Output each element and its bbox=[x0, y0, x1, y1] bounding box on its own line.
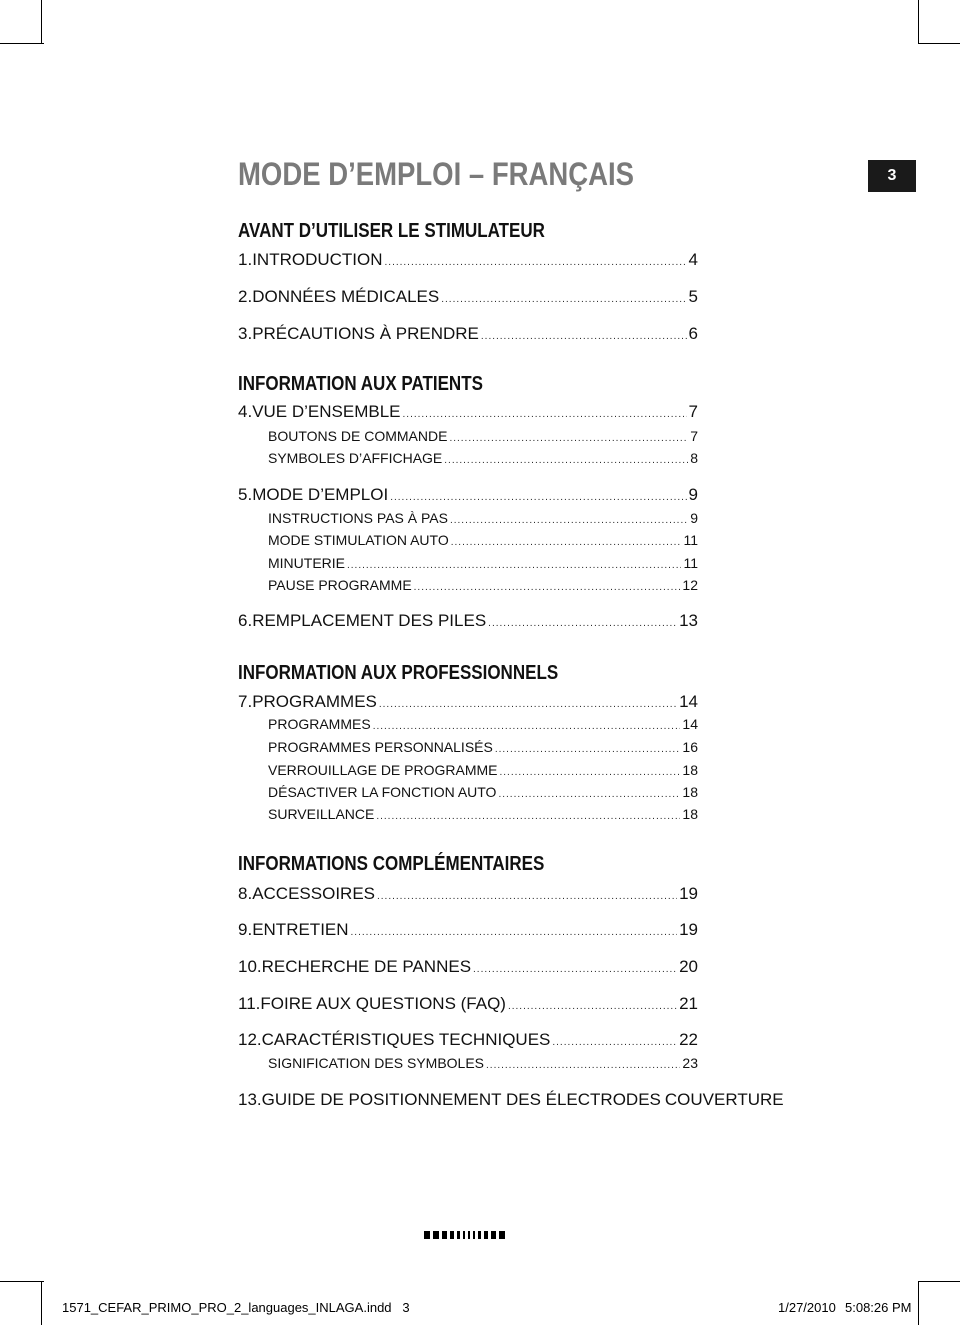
toc-entry-label: BOUTONS DE COMMANDE bbox=[268, 428, 448, 444]
section-heading: AVANT D’UTILISER LE STIMULATEUR bbox=[238, 220, 545, 242]
toc-entry-page: 7 bbox=[688, 402, 698, 421]
toc-entry-page: 19 bbox=[679, 884, 698, 903]
section-heading: INFORMATIONS COMPLÉMENTAIRES bbox=[238, 853, 545, 875]
toc-entry-page: 13 bbox=[679, 611, 698, 630]
toc-entry[interactable] bbox=[238, 1055, 698, 1071]
toc-entry-label: ENTRETIEN bbox=[252, 920, 349, 939]
toc-entry[interactable] bbox=[238, 739, 698, 755]
dot-leader bbox=[552, 1037, 677, 1048]
footer-filename: 1571_CEFAR_PRIMO_PRO_2_languages_INLAGA.indd 3 bbox=[62, 1300, 410, 1315]
dot-leader bbox=[451, 537, 682, 548]
toc-entry-number: 9. bbox=[238, 920, 253, 939]
toc-entry-label: FOIRE AUX QUESTIONS (FAQ) bbox=[260, 994, 506, 1013]
footer-date: 1/27/2010 bbox=[778, 1300, 836, 1315]
page-title: MODE D’EMPLOI – FRANÇAIS bbox=[238, 156, 635, 192]
page-number-badge: 3 bbox=[868, 160, 916, 192]
toc-entry-page: 9 bbox=[690, 510, 698, 526]
toc-entry-page: 8 bbox=[690, 450, 698, 466]
toc-entry-page: 11 bbox=[683, 555, 698, 571]
toc-entry[interactable] bbox=[238, 994, 698, 1014]
dot-leader bbox=[385, 257, 687, 268]
toc-entry[interactable] bbox=[238, 250, 698, 270]
crop-mark bbox=[918, 1281, 960, 1282]
toc-entry[interactable] bbox=[238, 485, 698, 505]
toc-entry-label: DONNÉES MÉDICALES bbox=[252, 287, 440, 306]
toc-entry[interactable] bbox=[238, 577, 698, 593]
toc-entry-page: 12 bbox=[682, 577, 698, 593]
toc-entry-label: ACCESSOIRES bbox=[252, 884, 375, 903]
toc-entry[interactable] bbox=[238, 428, 698, 444]
toc-entry[interactable] bbox=[238, 806, 698, 822]
toc-entry-page: 23 bbox=[682, 1055, 698, 1071]
dot-leader bbox=[347, 560, 681, 571]
toc-entry-label: INSTRUCTIONS PAS À PAS bbox=[268, 510, 448, 526]
section-heading: INFORMATION AUX PROFESSIONNELS bbox=[238, 662, 559, 684]
toc-entry-label: DÉSACTIVER LA FONCTION AUTO bbox=[268, 784, 497, 800]
toc-entry[interactable] bbox=[238, 402, 698, 422]
toc-entry-label: MINUTERIE bbox=[268, 555, 345, 571]
toc-entry-page: 6 bbox=[688, 324, 698, 343]
dot-leader bbox=[481, 331, 687, 342]
toc-entry[interactable] bbox=[238, 450, 698, 466]
crop-mark bbox=[0, 1281, 44, 1282]
toc-entry[interactable] bbox=[238, 884, 698, 904]
toc-entry-label: SIGNIFICATION DES SYMBOLES bbox=[268, 1055, 485, 1071]
toc-entry-page: 5 bbox=[688, 287, 698, 306]
crop-mark bbox=[918, 0, 919, 44]
dot-leader bbox=[377, 891, 677, 902]
toc-entry[interactable] bbox=[238, 324, 698, 344]
section-heading: INFORMATION AUX PATIENTS bbox=[238, 373, 483, 395]
toc-entry-number: 11. bbox=[238, 994, 261, 1013]
toc-entry-label: SURVEILLANCE bbox=[268, 806, 375, 822]
dot-leader bbox=[444, 455, 688, 466]
toc-entry-page: 18 bbox=[682, 784, 698, 800]
toc-entry-page: 22 bbox=[679, 1030, 698, 1049]
dot-leader bbox=[403, 409, 687, 420]
toc-entry[interactable] bbox=[238, 692, 698, 712]
toc-entry[interactable] bbox=[238, 784, 698, 800]
dot-leader bbox=[508, 1001, 677, 1012]
toc-entry-page: 16 bbox=[682, 739, 698, 755]
toc-entry[interactable] bbox=[238, 611, 698, 631]
toc-entry-label: VUE D’ENSEMBLE bbox=[252, 402, 401, 421]
toc-entry-page: 4 bbox=[688, 250, 698, 269]
toc-entry[interactable] bbox=[238, 555, 698, 571]
crop-mark bbox=[0, 43, 44, 44]
toc-entry-page: 14 bbox=[682, 716, 698, 732]
toc-entry[interactable] bbox=[238, 1090, 784, 1110]
toc-entry-number: 4. bbox=[238, 402, 253, 421]
footer-time: 5:08:26 PM bbox=[845, 1300, 912, 1315]
dot-leader bbox=[449, 433, 688, 444]
registration-bar bbox=[424, 1229, 505, 1239]
toc-entry-number: 5. bbox=[238, 485, 253, 504]
toc-entry-label: INTRODUCTION bbox=[252, 250, 383, 269]
dot-leader bbox=[473, 964, 677, 975]
toc-entry[interactable] bbox=[238, 532, 698, 548]
dot-leader bbox=[495, 744, 681, 755]
crop-mark bbox=[918, 43, 960, 44]
toc-entry-label: GUIDE DE POSITIONNEMENT DES ÉLECTRODES bbox=[261, 1090, 661, 1109]
dot-leader bbox=[351, 927, 678, 938]
toc-entry[interactable] bbox=[238, 716, 698, 732]
dot-leader bbox=[373, 721, 681, 732]
toc-entry-page: COUVERTURE bbox=[664, 1090, 784, 1109]
toc-entry-page: 9 bbox=[688, 485, 698, 504]
toc-entry-label: PRÉCAUTIONS À PRENDRE bbox=[252, 324, 479, 343]
toc-entry-page: 11 bbox=[683, 532, 698, 548]
dot-leader bbox=[450, 515, 688, 526]
toc-entry[interactable] bbox=[238, 957, 698, 977]
toc-entry-number: 12. bbox=[238, 1030, 262, 1049]
toc-entry-number: 10. bbox=[238, 957, 262, 976]
toc-entry-page: 7 bbox=[690, 428, 698, 444]
toc-entry-number: 7. bbox=[238, 692, 253, 711]
toc-entry-label: SYMBOLES D’AFFICHAGE bbox=[268, 450, 443, 466]
toc-entry-label: RECHERCHE DE PANNES bbox=[261, 957, 472, 976]
dot-leader bbox=[441, 294, 686, 305]
toc-entry[interactable] bbox=[238, 762, 698, 778]
toc-entry-label: CARACTÉRISTIQUES TECHNIQUES bbox=[261, 1030, 551, 1049]
dot-leader bbox=[500, 767, 681, 778]
toc-entry-number: 1. bbox=[238, 250, 253, 269]
toc-entry-label: VERROUILLAGE DE PROGRAMME bbox=[268, 762, 498, 778]
toc-entry[interactable] bbox=[238, 1030, 698, 1050]
dot-leader bbox=[376, 811, 680, 822]
toc-entry-label: PROGRAMMES bbox=[252, 692, 377, 711]
dot-leader bbox=[414, 582, 681, 593]
dot-leader bbox=[379, 699, 677, 710]
dot-leader bbox=[498, 789, 680, 800]
toc-entry-page: 18 bbox=[682, 806, 698, 822]
toc-entry-number: 3. bbox=[238, 324, 253, 343]
toc-entry[interactable] bbox=[238, 920, 698, 940]
toc-entry-number: 2. bbox=[238, 287, 253, 306]
toc-entry-page: 18 bbox=[682, 762, 698, 778]
toc-entry-page: 20 bbox=[679, 957, 698, 976]
crop-mark bbox=[41, 0, 42, 44]
toc-entry-label: MODE D’EMPLOI bbox=[252, 485, 389, 504]
dot-leader bbox=[486, 1060, 680, 1071]
toc-entry-page: 14 bbox=[679, 692, 698, 711]
toc-entry-number: 13. bbox=[238, 1090, 262, 1109]
toc-entry-label: PROGRAMMES bbox=[268, 716, 371, 732]
dot-leader bbox=[488, 618, 677, 629]
toc-entry-label: PROGRAMMES PERSONNALISÉS bbox=[268, 739, 493, 755]
toc-entry[interactable] bbox=[238, 510, 698, 526]
toc-entry-label: PAUSE PROGRAMME bbox=[268, 577, 412, 593]
toc-entry-number: 6. bbox=[238, 611, 253, 630]
toc-entry-label: REMPLACEMENT DES PILES bbox=[252, 611, 487, 630]
print-footer bbox=[40, 1300, 920, 1315]
toc-entry-label: MODE STIMULATION AUTO bbox=[268, 532, 449, 548]
toc-entry-page: 21 bbox=[679, 994, 698, 1013]
toc-entry[interactable] bbox=[238, 287, 698, 307]
toc-entry-number: 8. bbox=[238, 884, 253, 903]
toc-entry-page: 19 bbox=[679, 920, 698, 939]
dot-leader bbox=[390, 492, 686, 503]
